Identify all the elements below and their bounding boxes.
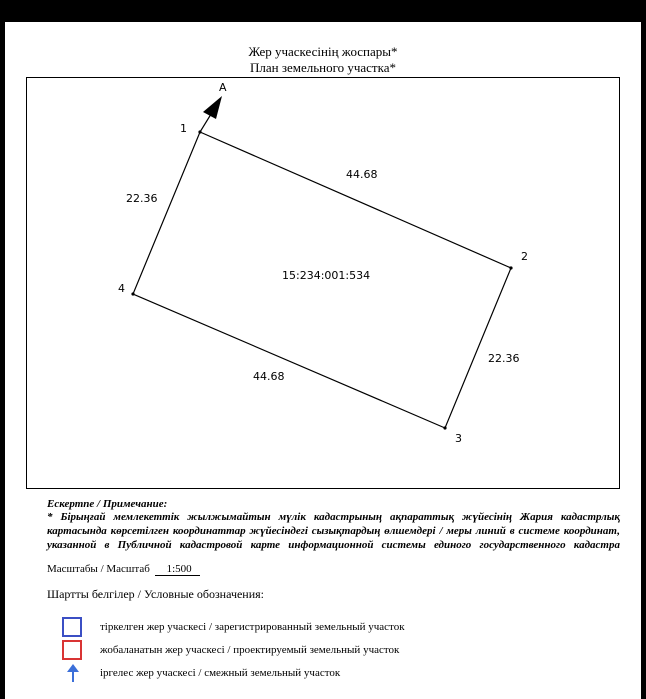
legend-item-label: тіркелген жер учаскесі / зарегистрированный земельный участок	[100, 621, 405, 633]
plan-drawing	[27, 78, 619, 488]
plan-title-ru: План земельного участка*	[249, 60, 397, 75]
scale-label: Масштабы / Масштаб	[47, 563, 150, 575]
side-length-1-2: 44.68	[346, 168, 378, 181]
blue-square-icon	[62, 617, 82, 637]
right-border	[641, 22, 646, 699]
point-label-3: 3	[455, 432, 462, 445]
top-black-bar	[0, 0, 646, 22]
land-plot-plan	[26, 77, 620, 489]
side-length-3-4: 44.68	[253, 370, 285, 383]
side-length-2-3: 22.36	[488, 352, 520, 365]
note-line: картасында көрсетілген координаттар жүйесіндегі сызықтардың өлшемдері / меры линий в системе координат,	[47, 525, 620, 537]
left-border	[0, 22, 5, 699]
direction-label: A	[219, 81, 227, 94]
scale-row	[47, 563, 200, 576]
point-label-1: 1	[180, 122, 187, 135]
parcel-cadastral-number: 15:234:001:534	[282, 269, 371, 282]
point-marker-4	[131, 292, 134, 295]
legend-title: Шартты белгілер / Условные обозначения:	[47, 587, 265, 601]
scale-value: 1:500	[155, 563, 200, 576]
plan-title-kz: Жер учаскесінің жоспары*	[248, 44, 398, 59]
legend-item-label: іргелес жер учаскесі / смежный земельный участок	[100, 667, 341, 679]
legend-item-label: жобаланатын жер учаскесі / проектируемый земельный участок	[100, 644, 400, 656]
point-marker-3	[443, 426, 446, 429]
side-length-4-1: 22.36	[126, 192, 158, 205]
note-heading: Ескертпе / Примечание:	[47, 498, 168, 510]
red-square-icon	[62, 640, 82, 660]
point-marker-1	[198, 130, 201, 133]
note-line: указанной в Публичной кадастровой карте информационной системы единого государственного кадастра	[47, 539, 620, 551]
point-label-4: 4	[118, 282, 125, 295]
note-text	[47, 510, 620, 552]
note-line: * Бірыңғай мемлекеттік жылжымайтын мүлік кадастрының ақпараттық жүйесінің Жария кадастрлық	[47, 511, 620, 523]
north-arrow-head	[203, 96, 222, 119]
point-marker-2	[509, 266, 512, 269]
point-label-2: 2	[521, 250, 528, 263]
blue-arrow-icon	[66, 663, 80, 683]
